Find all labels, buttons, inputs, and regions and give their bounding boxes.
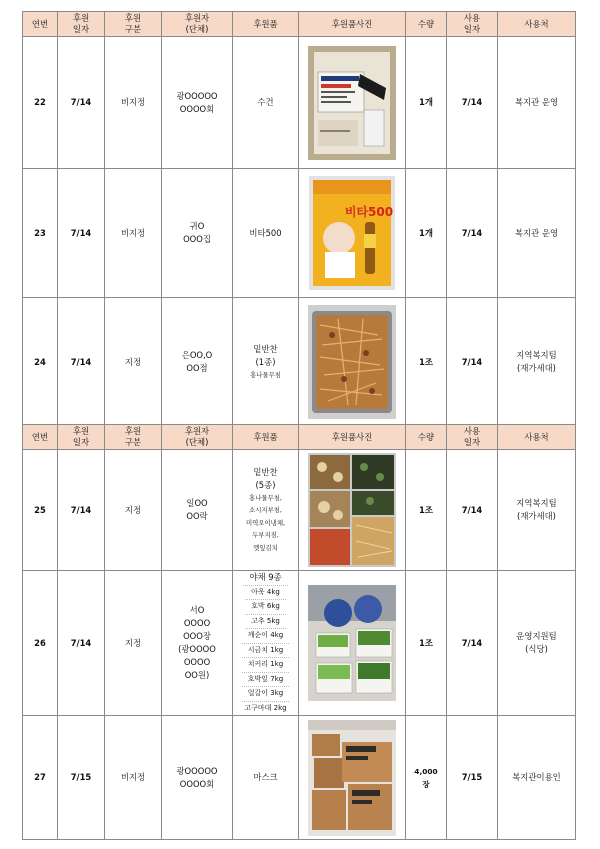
col-type-header: 후원 구분 bbox=[105, 12, 162, 37]
vita500-box-photo bbox=[309, 176, 395, 290]
col-no-header: 연번 bbox=[23, 12, 58, 37]
row-use-date: 7/14 bbox=[447, 169, 498, 298]
list-item: 호박잎 7kg bbox=[242, 673, 289, 688]
col-item-header: 후원품 bbox=[233, 425, 299, 450]
row-no: 23 bbox=[23, 169, 58, 298]
row-item: 비타500 bbox=[233, 169, 299, 298]
vegetable-list bbox=[233, 571, 298, 715]
table-header-row bbox=[23, 425, 576, 450]
table-header-row bbox=[23, 12, 576, 37]
row-item: 마스크 bbox=[233, 716, 299, 840]
row-date: 7/14 bbox=[58, 571, 105, 716]
list-item: 시금치 1kg bbox=[242, 644, 289, 659]
col-type-header: 후원 구분 bbox=[105, 425, 162, 450]
row-item-cell bbox=[233, 298, 299, 427]
row-item: 밑반찬 (5종) bbox=[253, 466, 278, 490]
row-donor: 광OOOOO OOOO회 bbox=[162, 37, 233, 169]
row-donor: 일OO OO락 bbox=[162, 450, 233, 571]
table-row bbox=[23, 298, 576, 427]
list-item: 얼갈이 3kg bbox=[242, 687, 289, 702]
row-item-cell bbox=[233, 571, 299, 716]
donation-table-1 bbox=[22, 11, 576, 427]
row-donor: 서O OOOO OOO장 (광OOOO OOOO OO원) bbox=[162, 571, 233, 716]
row-date: 7/14 bbox=[58, 37, 105, 169]
row-use-place: 복지관이용인 bbox=[498, 716, 576, 840]
row-type: 지정 bbox=[105, 450, 162, 571]
side-dish-trays-photo bbox=[308, 453, 396, 567]
row-item-detail: 홍나물무침 bbox=[250, 370, 281, 379]
towel-package-photo bbox=[308, 46, 396, 160]
row-donor: 광OOOOO OOOO회 bbox=[162, 716, 233, 840]
row-type: 비지정 bbox=[105, 716, 162, 840]
table-row bbox=[23, 716, 576, 840]
row-donor: 귀O OOO집 bbox=[162, 169, 233, 298]
row-type: 비지정 bbox=[105, 37, 162, 169]
row-item-detail: 홍나물무침, 소시지부침, 미역오이냉채, 두부지짐, 깻잎김치 bbox=[245, 493, 286, 552]
table-row bbox=[23, 450, 576, 571]
row-date: 7/14 bbox=[58, 298, 105, 427]
table-row bbox=[23, 169, 576, 298]
row-use-date: 7/14 bbox=[447, 450, 498, 571]
col-photo-header: 후원품사진 bbox=[299, 425, 406, 450]
row-date: 7/14 bbox=[58, 169, 105, 298]
row-type: 지정 bbox=[105, 298, 162, 427]
col-use-place-header: 사용처 bbox=[498, 12, 576, 37]
row-type: 지정 bbox=[105, 571, 162, 716]
vegetable-title: 야채 9종 bbox=[243, 571, 287, 586]
row-no: 22 bbox=[23, 37, 58, 169]
col-donor-header: 후원자 (단체) bbox=[162, 425, 233, 450]
row-no: 26 bbox=[23, 571, 58, 716]
row-photo bbox=[299, 37, 406, 169]
col-item-header: 후원품 bbox=[233, 12, 299, 37]
col-use-date-header: 사용 일자 bbox=[447, 425, 498, 450]
row-qty: 1개 bbox=[406, 169, 447, 298]
row-use-place: 운영지원팀 (식당) bbox=[498, 571, 576, 716]
list-item: 고추 5kg bbox=[245, 615, 286, 630]
row-photo bbox=[299, 450, 406, 571]
table-row bbox=[23, 37, 576, 169]
side-dish-tray-photo bbox=[308, 305, 396, 419]
row-item-cell bbox=[233, 450, 299, 571]
col-date-header: 후원 일자 bbox=[58, 425, 105, 450]
row-qty: 1조 bbox=[406, 571, 447, 716]
row-use-place: 지역복지팀 (재가세대) bbox=[498, 298, 576, 427]
row-use-place: 복지관 운영 bbox=[498, 37, 576, 169]
col-donor-header: 후원자 (단체) bbox=[162, 12, 233, 37]
row-no: 25 bbox=[23, 450, 58, 571]
row-use-date: 7/14 bbox=[447, 298, 498, 427]
row-photo bbox=[299, 571, 406, 716]
list-item: 호박 6kg bbox=[245, 600, 286, 615]
vita500-logo-text: 비타500 bbox=[344, 205, 394, 219]
col-use-date-header: 사용 일자 bbox=[447, 12, 498, 37]
col-date-header: 후원 일자 bbox=[58, 12, 105, 37]
row-date: 7/15 bbox=[58, 716, 105, 840]
list-item: 고구마대 2kg bbox=[244, 703, 287, 712]
row-use-place: 지역복지팀 (재가세대) bbox=[498, 450, 576, 571]
col-use-place-header: 사용처 bbox=[498, 425, 576, 450]
vegetables-photo bbox=[308, 585, 396, 701]
mask-boxes-photo bbox=[308, 720, 396, 836]
row-no: 27 bbox=[23, 716, 58, 840]
row-qty: 4,000 장 bbox=[406, 716, 447, 840]
col-photo-header: 후원품사진 bbox=[299, 12, 406, 37]
list-item: 치커리 1kg bbox=[242, 658, 289, 673]
row-photo bbox=[299, 716, 406, 840]
row-item: 밑반찬 (1종) bbox=[253, 343, 278, 367]
row-qty: 1조 bbox=[406, 450, 447, 571]
list-item: 아욱 4kg bbox=[245, 586, 286, 601]
row-type: 비지정 bbox=[105, 169, 162, 298]
row-item: 수건 bbox=[233, 37, 299, 169]
col-no-header: 연번 bbox=[23, 425, 58, 450]
row-no: 24 bbox=[23, 298, 58, 427]
row-photo bbox=[299, 298, 406, 427]
list-item: 깨순이 4kg bbox=[242, 629, 289, 644]
row-date: 7/14 bbox=[58, 450, 105, 571]
table-row bbox=[23, 571, 576, 716]
row-donor: 은OO,O OO점 bbox=[162, 298, 233, 427]
row-use-date: 7/15 bbox=[447, 716, 498, 840]
row-photo bbox=[299, 169, 406, 298]
row-use-date: 7/14 bbox=[447, 571, 498, 716]
row-qty: 1조 bbox=[406, 298, 447, 427]
row-use-place: 복지관 운영 bbox=[498, 169, 576, 298]
row-use-date: 7/14 bbox=[447, 37, 498, 169]
col-qty-header: 수량 bbox=[406, 12, 447, 37]
col-qty-header: 수량 bbox=[406, 425, 447, 450]
donation-table-2 bbox=[22, 424, 576, 840]
row-qty: 1개 bbox=[406, 37, 447, 169]
